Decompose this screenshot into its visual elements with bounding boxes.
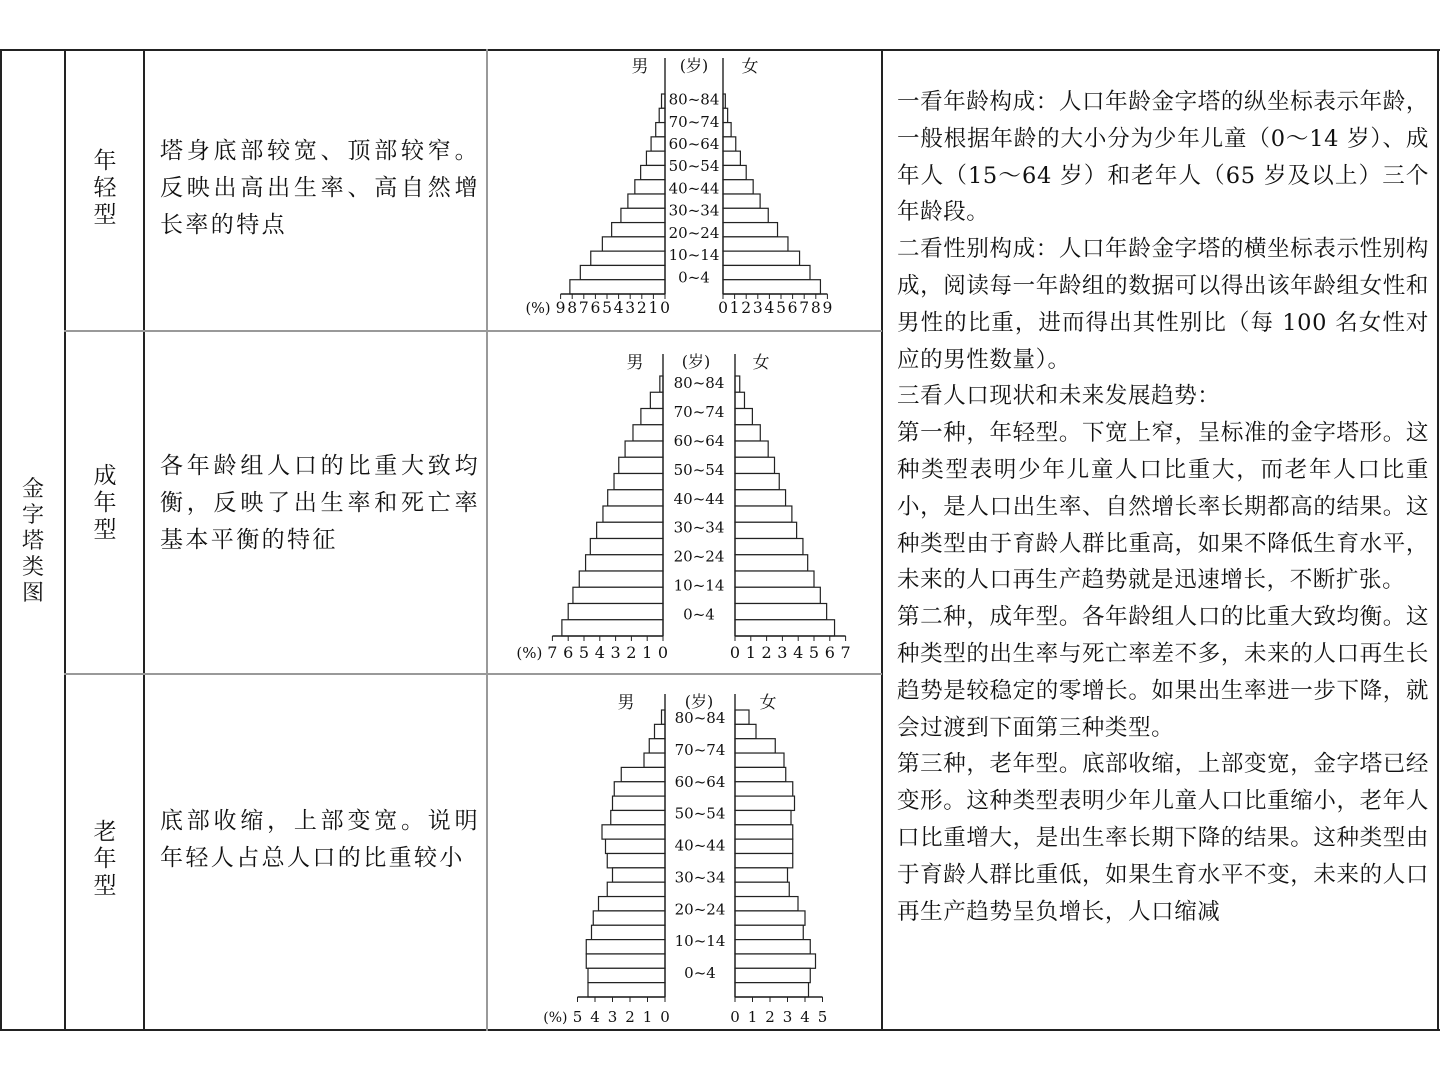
male-tick-label: 2 (636, 299, 647, 317)
female-tick-label: 0 (730, 1008, 740, 1026)
male-tick-label: 0 (657, 643, 669, 662)
unit-label: (%) (516, 644, 543, 662)
male-bar (614, 782, 665, 796)
male-bar (656, 123, 665, 137)
male-bar (586, 954, 665, 968)
pyramid-chart-old (487, 675, 881, 1028)
age-group-label: 30~34 (668, 201, 720, 220)
female-bar (735, 854, 793, 868)
female-tick-label: 0 (718, 299, 728, 317)
female-bar (735, 522, 797, 538)
vertical-char: 老 (93, 819, 117, 845)
female-tick-label: 1 (747, 1008, 758, 1026)
vertical-char: 金 (21, 477, 44, 502)
female-bar (735, 782, 793, 796)
female-bar (735, 767, 786, 781)
female-bar (735, 474, 779, 490)
male-tick-label: 6 (563, 643, 574, 662)
male-bar (586, 940, 665, 954)
male-bar (625, 441, 663, 457)
female-bar (735, 897, 798, 911)
male-bar (659, 108, 665, 122)
vertical-char: 塔 (21, 529, 44, 554)
age-group-label: 0~4 (683, 605, 715, 624)
vertical-char: 年 (93, 148, 117, 174)
male-bar (608, 490, 663, 506)
age-group-label: 50~54 (673, 460, 725, 479)
age-group-label: 30~34 (673, 518, 725, 537)
male-bar (602, 237, 665, 251)
type-name-young (82, 148, 128, 229)
female-bar (723, 280, 820, 294)
female-bar (723, 194, 760, 208)
category-label (10, 477, 56, 607)
age-group-label: 80~84 (674, 708, 726, 727)
age-group-label: 80~84 (668, 90, 720, 109)
male-label: 男 (631, 57, 649, 77)
explanation-paragraph: 三看人口现状和未来发展趋势： (897, 383, 1221, 410)
explanation-paragraph: 第三种，老年型。底部收缩，上部变宽，金字塔已经变形。这种类型表明少年儿童人口比重缩小，老年人口比重增大，是出生率长期下降的结果。这种类型由于育龄人群比重低，如果生育水平不变，未来的人口再生产趋势呈负增长，人口缩减 (897, 751, 1429, 925)
male-bar (644, 753, 665, 767)
male-bar (590, 539, 663, 555)
age-unit-label: (岁) (681, 352, 711, 371)
female-bar (735, 555, 808, 571)
male-bar (597, 522, 663, 538)
column-divider-2 (143, 49, 145, 1031)
female-bar (735, 968, 810, 982)
female-tick-label: 6 (787, 299, 798, 317)
female-bar (735, 441, 768, 457)
age-group-label: 40~44 (668, 179, 720, 198)
age-group-label: 70~74 (674, 740, 726, 759)
pyramid-chart-young (487, 51, 881, 329)
female-tick-label: 5 (808, 643, 820, 662)
male-bar (621, 208, 665, 222)
explanation-paragraph: 一看年龄构成：人口年龄金字塔的纵坐标表示年龄，一般根据年龄的大小分为少年儿童（0～14 岁）、成年人（15～64 岁）和老年人（65 岁及以上）三个年龄段。 (897, 89, 1429, 226)
female-bar (723, 237, 788, 251)
male-tick-label: 2 (626, 643, 637, 662)
male-bar (591, 251, 665, 265)
vertical-char: 型 (93, 873, 117, 899)
age-group-label: 10~14 (673, 576, 725, 595)
male-tick-label: 7 (547, 643, 558, 662)
description-young: 塔身底部较宽、顶部较窄。反映出高出生率、高自然增长率的特点 (160, 138, 480, 238)
male-tick-label: 1 (642, 643, 653, 662)
female-bar (735, 490, 786, 506)
column-divider-4 (881, 49, 883, 1031)
vertical-char: 年 (93, 846, 117, 872)
male-bar (606, 839, 666, 853)
vertical-char: 图 (21, 581, 44, 606)
female-tick-label: 4 (793, 643, 804, 662)
female-bar (735, 796, 795, 810)
male-bar (633, 425, 663, 441)
female-bar (735, 457, 775, 473)
male-tick-label: 9 (555, 299, 566, 317)
male-bar (579, 571, 663, 587)
female-tick-label: 7 (799, 299, 810, 317)
age-group-label: 0~4 (684, 964, 716, 983)
unit-label: (%) (525, 301, 551, 317)
male-bar (646, 151, 665, 165)
female-bar (723, 137, 736, 151)
male-tick-label: 0 (660, 1008, 670, 1026)
male-bar (611, 810, 665, 824)
female-bar (735, 753, 784, 767)
table-right-border (1437, 49, 1439, 1031)
vertical-char: 字 (21, 503, 44, 528)
female-bar (735, 983, 809, 997)
female-tick-label: 2 (741, 299, 752, 317)
female-bar (723, 251, 800, 265)
male-tick-label: 2 (625, 1008, 635, 1026)
age-group-label: 60~64 (668, 135, 720, 153)
female-label: 女 (752, 353, 770, 373)
male-bar (651, 137, 665, 151)
female-tick-label: 3 (752, 299, 763, 317)
male-bar (649, 739, 665, 753)
unit-label: (%) (543, 1010, 568, 1026)
male-bar (593, 911, 665, 925)
age-group-label: 60~64 (673, 432, 725, 450)
male-bar (586, 555, 663, 571)
female-bar (723, 151, 740, 165)
explanation-paragraph: 第一种，年轻型。下宽上窄，呈标准的金字塔形。这种类型表明少年儿童人口比重大，而老年人口比重小，是人口出生率、自然增长率长期都高的结果。这种类型由于育龄人群比重高，如果不降低生育水平，未来的人口再生产趋势就是迅速增长，不断扩张。 (897, 420, 1429, 594)
male-bar (588, 968, 665, 982)
female-bar (723, 208, 768, 222)
male-bar (607, 882, 665, 896)
female-bar (735, 392, 744, 408)
age-group-label: 50~54 (674, 804, 726, 823)
male-tick-label: 3 (610, 643, 621, 662)
male-bar (641, 409, 663, 425)
description-mature: 各年龄组人口的比重大致均衡，反映了出生率和死亡率基本平衡的特征 (160, 453, 480, 553)
female-bar (723, 165, 746, 179)
female-bar (735, 940, 810, 954)
male-bar (612, 223, 665, 237)
female-tick-label: 6 (824, 643, 835, 662)
female-bar (735, 710, 749, 724)
female-label: 女 (759, 693, 777, 713)
vertical-char: 类 (21, 555, 44, 580)
male-bar (613, 868, 666, 882)
vertical-char: 成 (93, 463, 117, 489)
male-tick-label: 4 (594, 643, 605, 662)
female-tick-label: 3 (777, 643, 788, 662)
age-unit-label: (岁) (679, 56, 709, 75)
description-old: 底部收缩，上部变宽。说明年轻人占总人口的比重较小 (160, 808, 480, 871)
male-bar (570, 280, 665, 294)
female-tick-label: 4 (764, 299, 775, 317)
female-bar (735, 868, 788, 882)
female-bar (735, 954, 816, 968)
male-bar (650, 392, 663, 408)
age-group-label: 10~14 (668, 246, 720, 265)
explanation-paragraph: 第二种，成年型。各年龄组人口的比重大致均衡。这种类型的出生率与死亡率差不多，未来的人口再生长趋势是较稳定的零增长。如果出生率进一步下降，就会过渡到下面第三种类型。 (897, 604, 1429, 741)
female-tick-label: 5 (817, 1008, 828, 1026)
male-tick-label: 3 (625, 299, 636, 317)
male-bar (599, 897, 666, 911)
age-group-label: 70~74 (668, 112, 720, 131)
age-group-label: 20~24 (674, 900, 726, 919)
female-bar (723, 180, 753, 194)
male-tick-label: 5 (572, 1008, 583, 1026)
female-bar (735, 376, 740, 392)
male-label: 男 (617, 693, 635, 713)
female-bar (723, 223, 778, 237)
male-bar (602, 825, 665, 839)
male-bar (568, 604, 663, 620)
female-bar (735, 506, 792, 522)
male-bar (635, 180, 665, 194)
female-label: 女 (741, 57, 759, 77)
male-bar (603, 506, 663, 522)
female-bar (735, 911, 805, 925)
male-tick-label: 3 (607, 1008, 618, 1026)
male-bar (613, 796, 666, 810)
male-tick-label: 0 (660, 299, 670, 317)
age-unit-label: (岁) (684, 692, 714, 711)
male-tick-label: 7 (578, 299, 589, 317)
female-tick-label: 0 (729, 643, 741, 662)
age-group-label: 80~84 (673, 374, 725, 393)
male-label: 男 (626, 353, 644, 373)
female-bar (735, 571, 814, 587)
male-tick-label: 4 (590, 1008, 600, 1026)
male-tick-label: 5 (602, 299, 612, 317)
male-tick-label: 4 (613, 299, 624, 317)
female-tick-label: 9 (822, 299, 833, 317)
type-name-mature (82, 463, 128, 544)
female-bar (735, 925, 803, 939)
male-tick-label: 1 (648, 299, 659, 317)
female-tick-label: 8 (810, 299, 821, 317)
male-bar (641, 165, 665, 179)
female-tick-label: 3 (782, 1008, 793, 1026)
age-group-label: 40~44 (674, 836, 726, 855)
male-tick-label: 6 (590, 299, 601, 317)
age-group-label: 50~54 (668, 157, 720, 176)
table-bottom-border (0, 1029, 1440, 1031)
age-group-label: 60~64 (674, 772, 726, 791)
male-tick-label: 5 (578, 643, 590, 662)
female-bar (735, 810, 791, 824)
vertical-char: 轻 (93, 175, 117, 201)
female-tick-label: 2 (765, 1008, 775, 1026)
female-tick-label: 4 (800, 1008, 810, 1026)
female-bar (723, 265, 810, 279)
male-bar (628, 194, 665, 208)
male-bar (592, 925, 666, 939)
type-name-old (82, 819, 128, 900)
male-tick-label: 1 (642, 1008, 653, 1026)
column-divider-1 (64, 49, 66, 1031)
female-bar (735, 839, 793, 853)
male-bar (619, 457, 663, 473)
female-tick-label: 2 (761, 643, 772, 662)
male-bar (655, 724, 666, 738)
vertical-char: 型 (93, 517, 117, 543)
female-bar (723, 123, 731, 137)
female-bar (735, 724, 756, 738)
male-bar (588, 983, 665, 997)
male-bar (573, 587, 663, 603)
female-bar (735, 409, 752, 425)
explanation-text (897, 84, 1429, 930)
female-bar (735, 539, 803, 555)
male-bar (621, 767, 665, 781)
female-tick-label: 1 (729, 299, 740, 317)
age-group-label: 30~34 (674, 868, 726, 887)
vertical-char: 型 (93, 202, 117, 228)
age-group-label: 20~24 (668, 223, 720, 242)
male-bar (614, 474, 663, 490)
age-group-label: 20~24 (673, 547, 725, 566)
female-bar (735, 604, 827, 620)
male-bar (580, 265, 665, 279)
age-group-label: 70~74 (673, 403, 725, 422)
female-bar (735, 620, 835, 636)
age-group-label: 10~14 (674, 932, 726, 951)
female-bar (735, 825, 793, 839)
female-bar (735, 882, 789, 896)
female-bar (735, 587, 820, 603)
table-left-border (0, 49, 2, 1031)
age-group-label: 0~4 (678, 268, 710, 287)
vertical-char: 年 (93, 490, 117, 516)
female-bar (735, 425, 760, 441)
age-group-label: 40~44 (673, 489, 725, 508)
female-tick-label: 5 (776, 299, 786, 317)
explanation-paragraph: 二看性别构成：人口年龄金字塔的横坐标表示性别构成，阅读每一年龄组的数据可以得出该年龄组女性和男性的比重，进而得出其性别比（每 100 名女性对应的男性数量）。 (897, 236, 1429, 373)
female-tick-label: 1 (745, 643, 756, 662)
pyramid-chart-mature (487, 332, 881, 672)
male-tick-label: 8 (567, 299, 578, 317)
female-tick-label: 7 (840, 643, 851, 662)
male-bar (607, 854, 665, 868)
male-bar (562, 620, 663, 636)
female-bar (735, 739, 775, 753)
